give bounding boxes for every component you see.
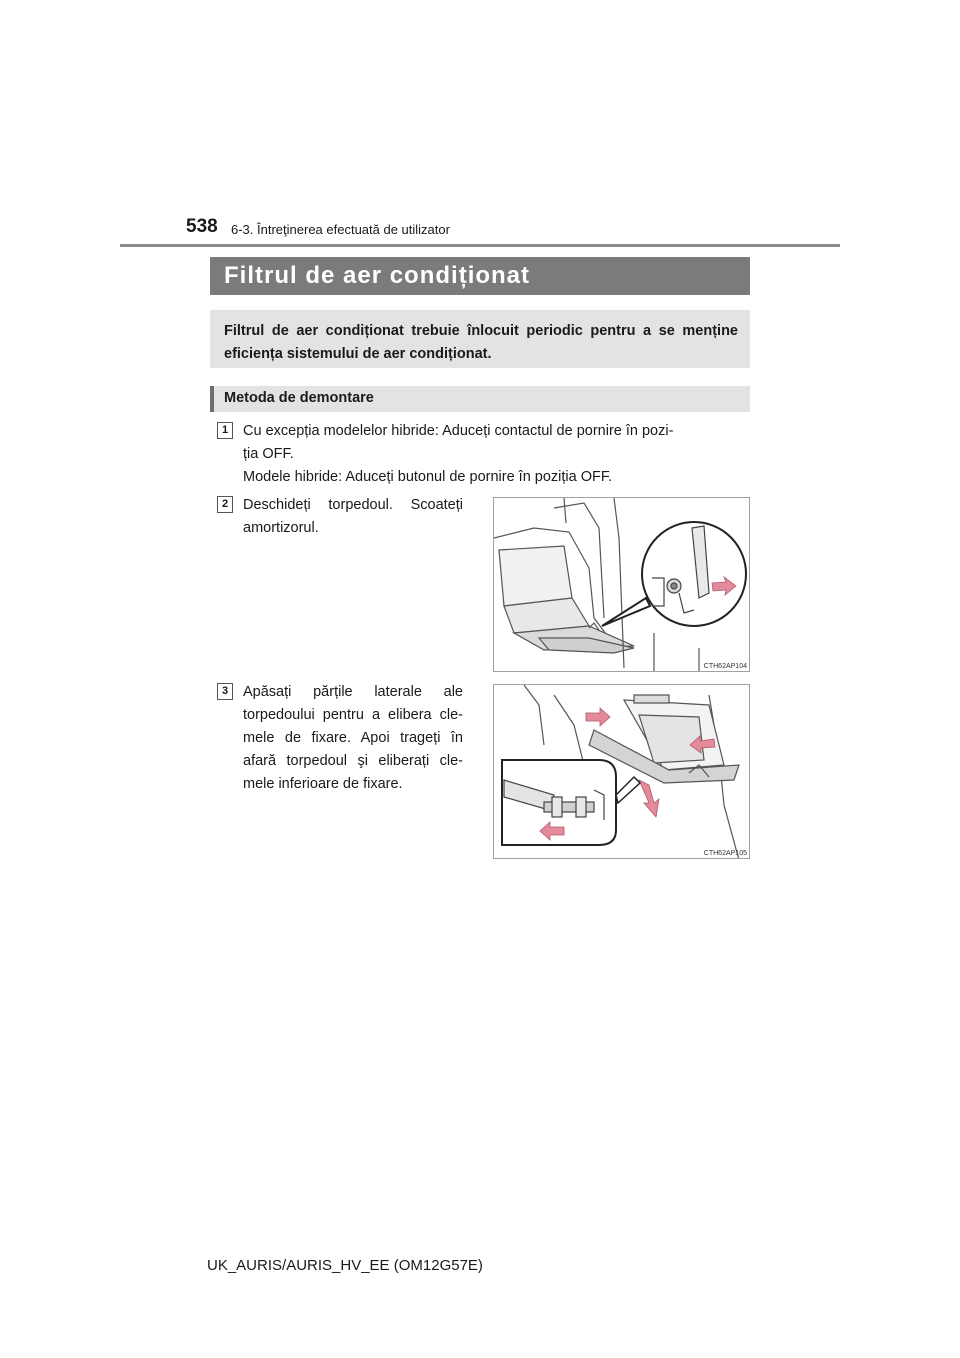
- step-3-text: Apăsați părțile laterale ale torpedoului pentru a elibera cle-mele de fixare. Apoi trageți în afară torpedoul şi eliberați cle-mele inferioare de fixare.: [243, 684, 463, 792]
- glovebox-damper-illustration: [494, 498, 750, 672]
- document-code: UK_AURIS/AURIS_HV_EE (OM12G57E): [207, 1257, 483, 1274]
- glovebox-release-illustration: [494, 685, 750, 859]
- intro-box: [210, 310, 750, 368]
- figure-glovebox-release: [493, 684, 750, 859]
- step-number-3: 3: [217, 683, 233, 700]
- section-reference: 6-3. Întreţinerea efectuată de utilizator: [231, 222, 450, 237]
- step-1-text: [243, 420, 750, 489]
- page-number: 538: [186, 216, 218, 237]
- page-title: Filtrul de aer condiționat: [224, 262, 531, 289]
- step-1-line-2: ția OFF.: [243, 446, 294, 462]
- figure-2-code: CTH62AP105: [703, 850, 747, 857]
- step-number-2: 2: [217, 496, 233, 513]
- figure-1-code: CTH62AP104: [703, 663, 747, 670]
- title-bar: [210, 257, 750, 295]
- step-number-1: 1: [217, 422, 233, 439]
- figure-glovebox-damper: [493, 497, 750, 672]
- subheading-bar: [210, 386, 750, 412]
- step-1-line-1: Cu excepția modelelor hibride: Aduceți contactul de pornire în pozi-: [243, 423, 674, 439]
- step-2-text: Deschideți torpedoul. Scoateți amortizorul.: [243, 497, 463, 536]
- intro-text: Filtrul de aer condiționat trebuie înlocuit periodic pentru a se menține eficiența sistemului de aer condiționat.: [224, 323, 738, 362]
- step-1-line-3: Modele hibride: Aduceți butonul de pornire în poziția OFF.: [243, 469, 613, 485]
- subheading: Metoda de demontare: [224, 390, 374, 406]
- header-divider: [120, 244, 840, 247]
